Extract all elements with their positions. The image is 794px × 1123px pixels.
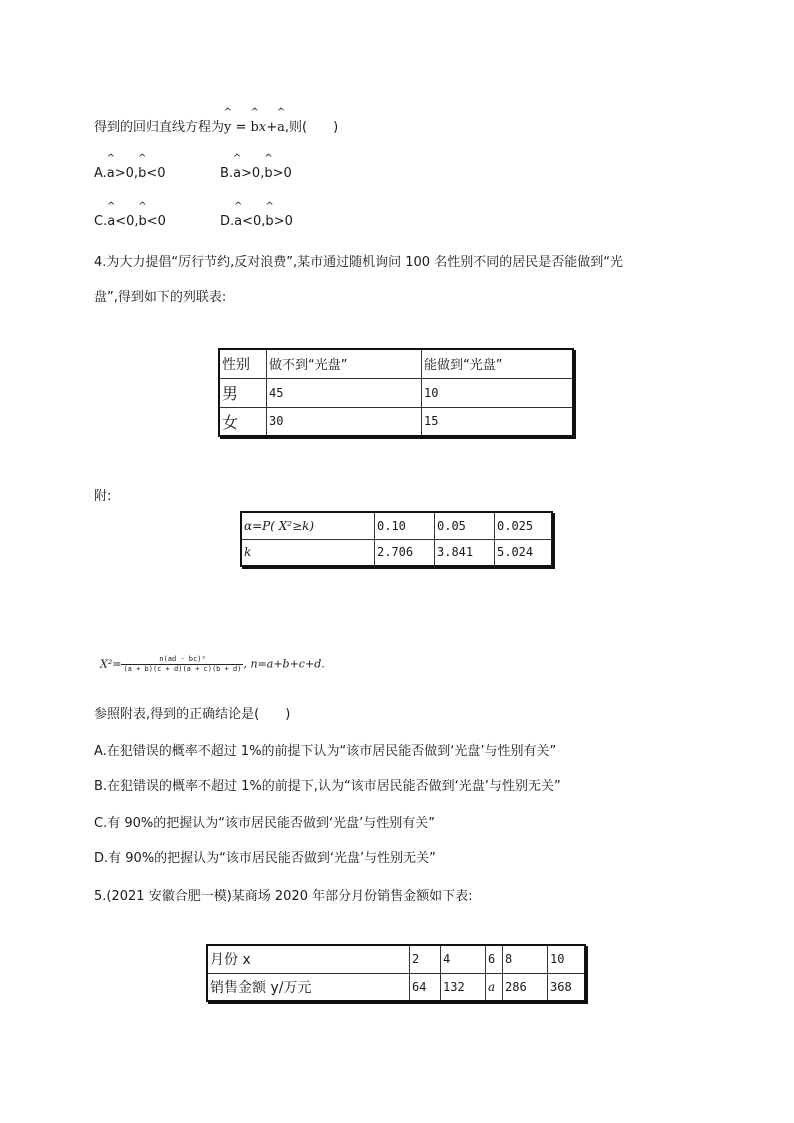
q3-eq-y: ^ y	[223, 107, 232, 135]
q4-prompt: 参照附表,得到的正确结论是( )	[94, 707, 291, 722]
q3-stem-suffix: ,则( )	[284, 120, 339, 135]
formula-lhs: X²=	[100, 657, 122, 671]
formula-numerator: n(ad - bc)²	[159, 655, 206, 663]
table-cell: 286	[503, 973, 548, 1001]
q3-eq-b: ^ b	[250, 107, 259, 135]
appendix-label: 附:	[94, 489, 112, 504]
table-cell: 2.706	[375, 539, 435, 566]
table-cell: 15	[422, 407, 574, 436]
formula-denominator: (a + b)(c + d)(a + c)(b + d)	[123, 665, 242, 673]
table-cell: 男	[219, 378, 267, 407]
table-cell: a	[486, 973, 503, 1001]
table-row	[241, 512, 552, 539]
table-cell: 月份 x	[207, 945, 410, 973]
formula-fraction	[121, 655, 243, 674]
table-cell: 4	[441, 945, 486, 973]
critical-value-table	[240, 511, 553, 567]
table-row	[207, 973, 585, 1001]
table-cell: 10	[422, 378, 574, 407]
chi-square-formula	[100, 655, 325, 674]
q5-stem: 5.(2021 安徽合肥一模)某商场 2020 年部分月份销售金额如下表:	[94, 889, 473, 904]
q4-stem-line2: 盘”,得到如下的列联表:	[94, 290, 227, 305]
table-cell: 0.025	[495, 512, 553, 539]
q3-option-c: C. ^ a<0, ^ b<0	[94, 201, 166, 229]
table-cell: 8	[503, 945, 548, 973]
table-cell: 368	[548, 973, 586, 1001]
table-cell: 销售金额 y/万元	[207, 973, 410, 1001]
table-cell: 132	[441, 973, 486, 1001]
table-cell: α=P( X²≥k)	[241, 512, 375, 539]
q4-option-a: A.在犯错误的概率不超过 1%的前提下认为“该市居民能否做到‘光盘’与性别有关”	[94, 744, 557, 759]
table-row	[219, 407, 573, 436]
table-cell: 2	[410, 945, 441, 973]
q4-stem-line1: 4.为大力提倡“厉行节约,反对浪费”,某市通过随机询问 100 名性别不同的居民是否能做到“光	[94, 255, 623, 270]
q3-option-a: A. ^ a>0, ^ b<0	[94, 153, 166, 181]
table-cell: 3.841	[435, 539, 495, 566]
table-cell: 64	[410, 973, 441, 1001]
table-row	[219, 378, 573, 407]
table-cell: k	[241, 539, 375, 566]
q3-stem-prefix: 得到的回归直线方程为	[94, 120, 225, 135]
table-row	[241, 539, 552, 566]
sales-table	[206, 944, 586, 1002]
table-cell: 45	[267, 378, 422, 407]
table-header-cell: 能做到“光盘”	[422, 349, 574, 378]
table-cell: 0.10	[375, 512, 435, 539]
table-row	[219, 349, 573, 378]
table-row	[207, 945, 585, 973]
q4-option-c: C.有 90%的把握认为“该市居民能否做到‘光盘’与性别有关”	[94, 816, 435, 831]
contingency-table	[218, 348, 574, 437]
q4-option-d: D.有 90%的把握认为“该市居民能否做到‘光盘’与性别无关”	[94, 851, 436, 866]
q3-stem: 得到的回归直线方程为 ^ y = ^ bx+ ^ a,则( )	[94, 107, 339, 135]
q3-option-b: B. ^ a>0, ^ b>0	[220, 153, 292, 181]
table-cell: 5.024	[495, 539, 553, 566]
table-cell: 6	[486, 945, 503, 973]
q3-option-d: D. ^ a<0, ^ b>0	[220, 201, 293, 229]
table-cell: 10	[548, 945, 586, 973]
table-cell: 30	[267, 407, 422, 436]
table-header-cell: 性别	[219, 349, 267, 378]
q3-eq-a: ^ a	[276, 107, 286, 135]
table-cell: 0.05	[435, 512, 495, 539]
q4-option-b: B.在犯错误的概率不超过 1%的前提下,认为“该市居民能否做到‘光盘’与性别无关”	[94, 779, 561, 794]
formula-tail: , n=a+b+c+d.	[243, 657, 325, 671]
table-header-cell: 做不到“光盘”	[267, 349, 422, 378]
table-cell: 女	[219, 407, 267, 436]
